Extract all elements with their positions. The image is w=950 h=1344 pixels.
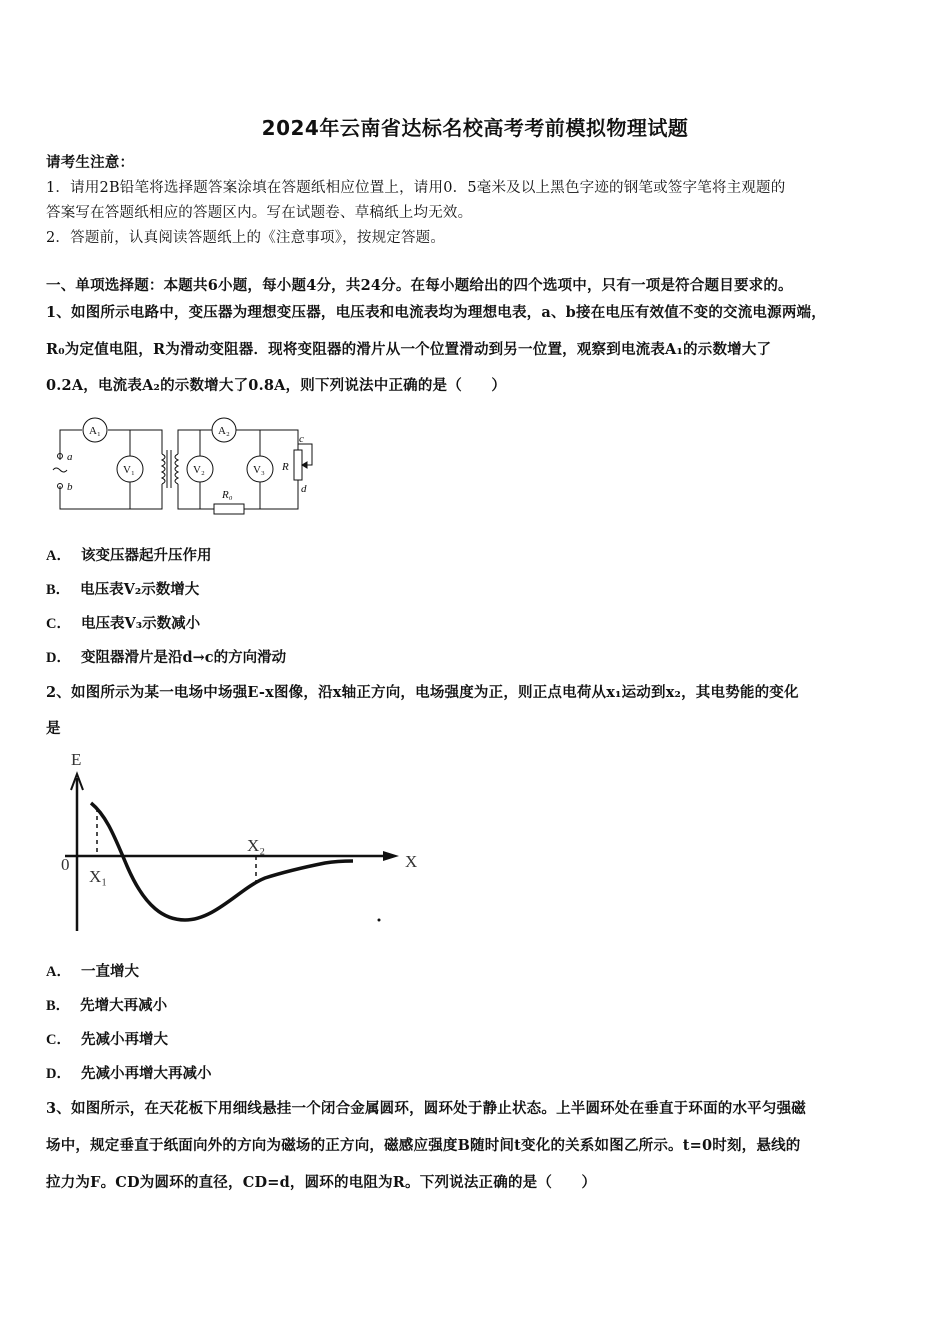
notice-line-3: 2．答题前，认真阅读答题纸上的《注意事项》，按规定答题。 bbox=[46, 230, 446, 246]
q2-option-c-letter: C． bbox=[46, 1032, 71, 1048]
q2-option-d-letter: D． bbox=[46, 1066, 71, 1082]
q1-option-d bbox=[46, 646, 286, 667]
q1-option-a-letter: A． bbox=[46, 548, 71, 564]
terminal-a-label: a bbox=[67, 451, 73, 463]
notice-line-2: 答案写在答题纸相应的答题区内。写在试题卷、草稿纸上均无效。 bbox=[46, 205, 473, 221]
q2-option-c-text: 先减小再增大 bbox=[80, 1031, 168, 1048]
q1-line-3: 0.2A，电流表A₂的示数增大了0.8A，则下列说法中正确的是（ ） bbox=[46, 377, 507, 394]
graph-axis-x-label: X bbox=[405, 852, 418, 871]
q1-option-a bbox=[46, 544, 211, 565]
q2-option-a bbox=[46, 960, 139, 981]
terminal-b-label: b bbox=[67, 481, 73, 493]
notice-line-1: 1．请用2B铅笔将选择题答案涂填在答题纸相应位置上，请用0．5毫米及以上黑色字迹的钢笔或签字笔将主观题的 bbox=[46, 180, 786, 196]
section-heading: 一、单项选择题：本题共6小题，每小题4分，共24分。在每小题给出的四个选项中，只有一项是符合题目要求的。 bbox=[46, 277, 793, 294]
graph-origin-label: 0 bbox=[61, 855, 70, 874]
q2-option-d-text: 先减小再增大再减小 bbox=[80, 1065, 212, 1082]
q1-line-2: R₀为定值电阻，R为滑动变阻器．现将变阻器的滑片从一个位置滑动到另一位置，观察到电流表A₁的示数增大了 bbox=[46, 341, 772, 358]
q2-option-c bbox=[46, 1028, 168, 1049]
graph-x2-label: X₂ bbox=[247, 836, 266, 855]
graph-x1-label: X₁ bbox=[89, 867, 108, 886]
q1-option-c-letter: C． bbox=[46, 616, 71, 632]
q1-option-b bbox=[46, 578, 199, 599]
q2-option-b-text: 先增大再减小 bbox=[80, 997, 168, 1014]
q2-line-2: 是 bbox=[46, 720, 61, 737]
q1-line-1: 1、如图所示电路中，变压器为理想变压器，电压表和电流表均为理想电表，a、b接在电压有效值不变的交流电源两端， bbox=[46, 304, 826, 321]
q1-option-d-text: 变阻器滑片是沿d→c的方向滑动 bbox=[80, 649, 287, 666]
q2-option-a-letter: A． bbox=[46, 964, 71, 980]
ammeter-a2-label: A₂ bbox=[218, 425, 230, 437]
q1-option-b-text: 电压表V₂示数增大 bbox=[80, 581, 200, 598]
notice-heading: 请考生注意： bbox=[46, 154, 135, 171]
q3-line-1: 3、如图所示，在天花板下用细线悬挂一个闭合金属圆环，圆环处于静止状态。上半圆环处在垂直于环面的水平匀强磁 bbox=[46, 1100, 806, 1117]
q2-line-1: 2、如图所示为某一电场中场强E-x图像，沿x轴正方向，电场强度为正，则正点电荷从x₁运动到x₂，其电势能的变化 bbox=[46, 684, 799, 701]
rheostat-c-label: c bbox=[299, 433, 304, 445]
q2-option-b bbox=[46, 994, 167, 1015]
q3-line-2: 场中，规定垂直于纸面向外的方向为磁场的正方向，磁感应强度B随时间t变化的关系如图乙所示。t=0时刻，悬线的 bbox=[46, 1137, 801, 1154]
voltmeter-v1-label: V₁ bbox=[123, 464, 135, 476]
q1-circuit-diagram bbox=[50, 410, 320, 520]
resistor-r0-label: R₀ bbox=[222, 489, 233, 501]
ammeter-a1-label: A₁ bbox=[89, 425, 101, 437]
voltmeter-v3-label: V₃ bbox=[253, 464, 265, 476]
rheostat-r-label: R bbox=[282, 461, 289, 473]
page-title: 2024年云南省达标名校高考考前模拟物理试题 bbox=[261, 116, 689, 140]
voltmeter-v2-label: V₂ bbox=[193, 464, 205, 476]
q2-e-x-graph bbox=[55, 748, 425, 938]
q1-option-c bbox=[46, 612, 200, 633]
q1-option-a-text: 该变压器起升压作用 bbox=[80, 547, 212, 564]
q2-option-d bbox=[46, 1062, 211, 1083]
graph-axis-e-label: E bbox=[71, 750, 82, 769]
q1-option-c-text: 电压表V₃示数减小 bbox=[80, 615, 201, 632]
q2-option-b-letter: B． bbox=[46, 998, 71, 1014]
q3-line-3: 拉力为F。CD为圆环的直径，CD=d，圆环的电阻为R。下列说法正确的是（ ） bbox=[46, 1174, 597, 1191]
q2-option-a-text: 一直增大 bbox=[80, 963, 139, 980]
q1-option-d-letter: D． bbox=[46, 650, 71, 666]
q1-option-b-letter: B． bbox=[46, 582, 71, 598]
rheostat-d-label: d bbox=[301, 483, 307, 495]
